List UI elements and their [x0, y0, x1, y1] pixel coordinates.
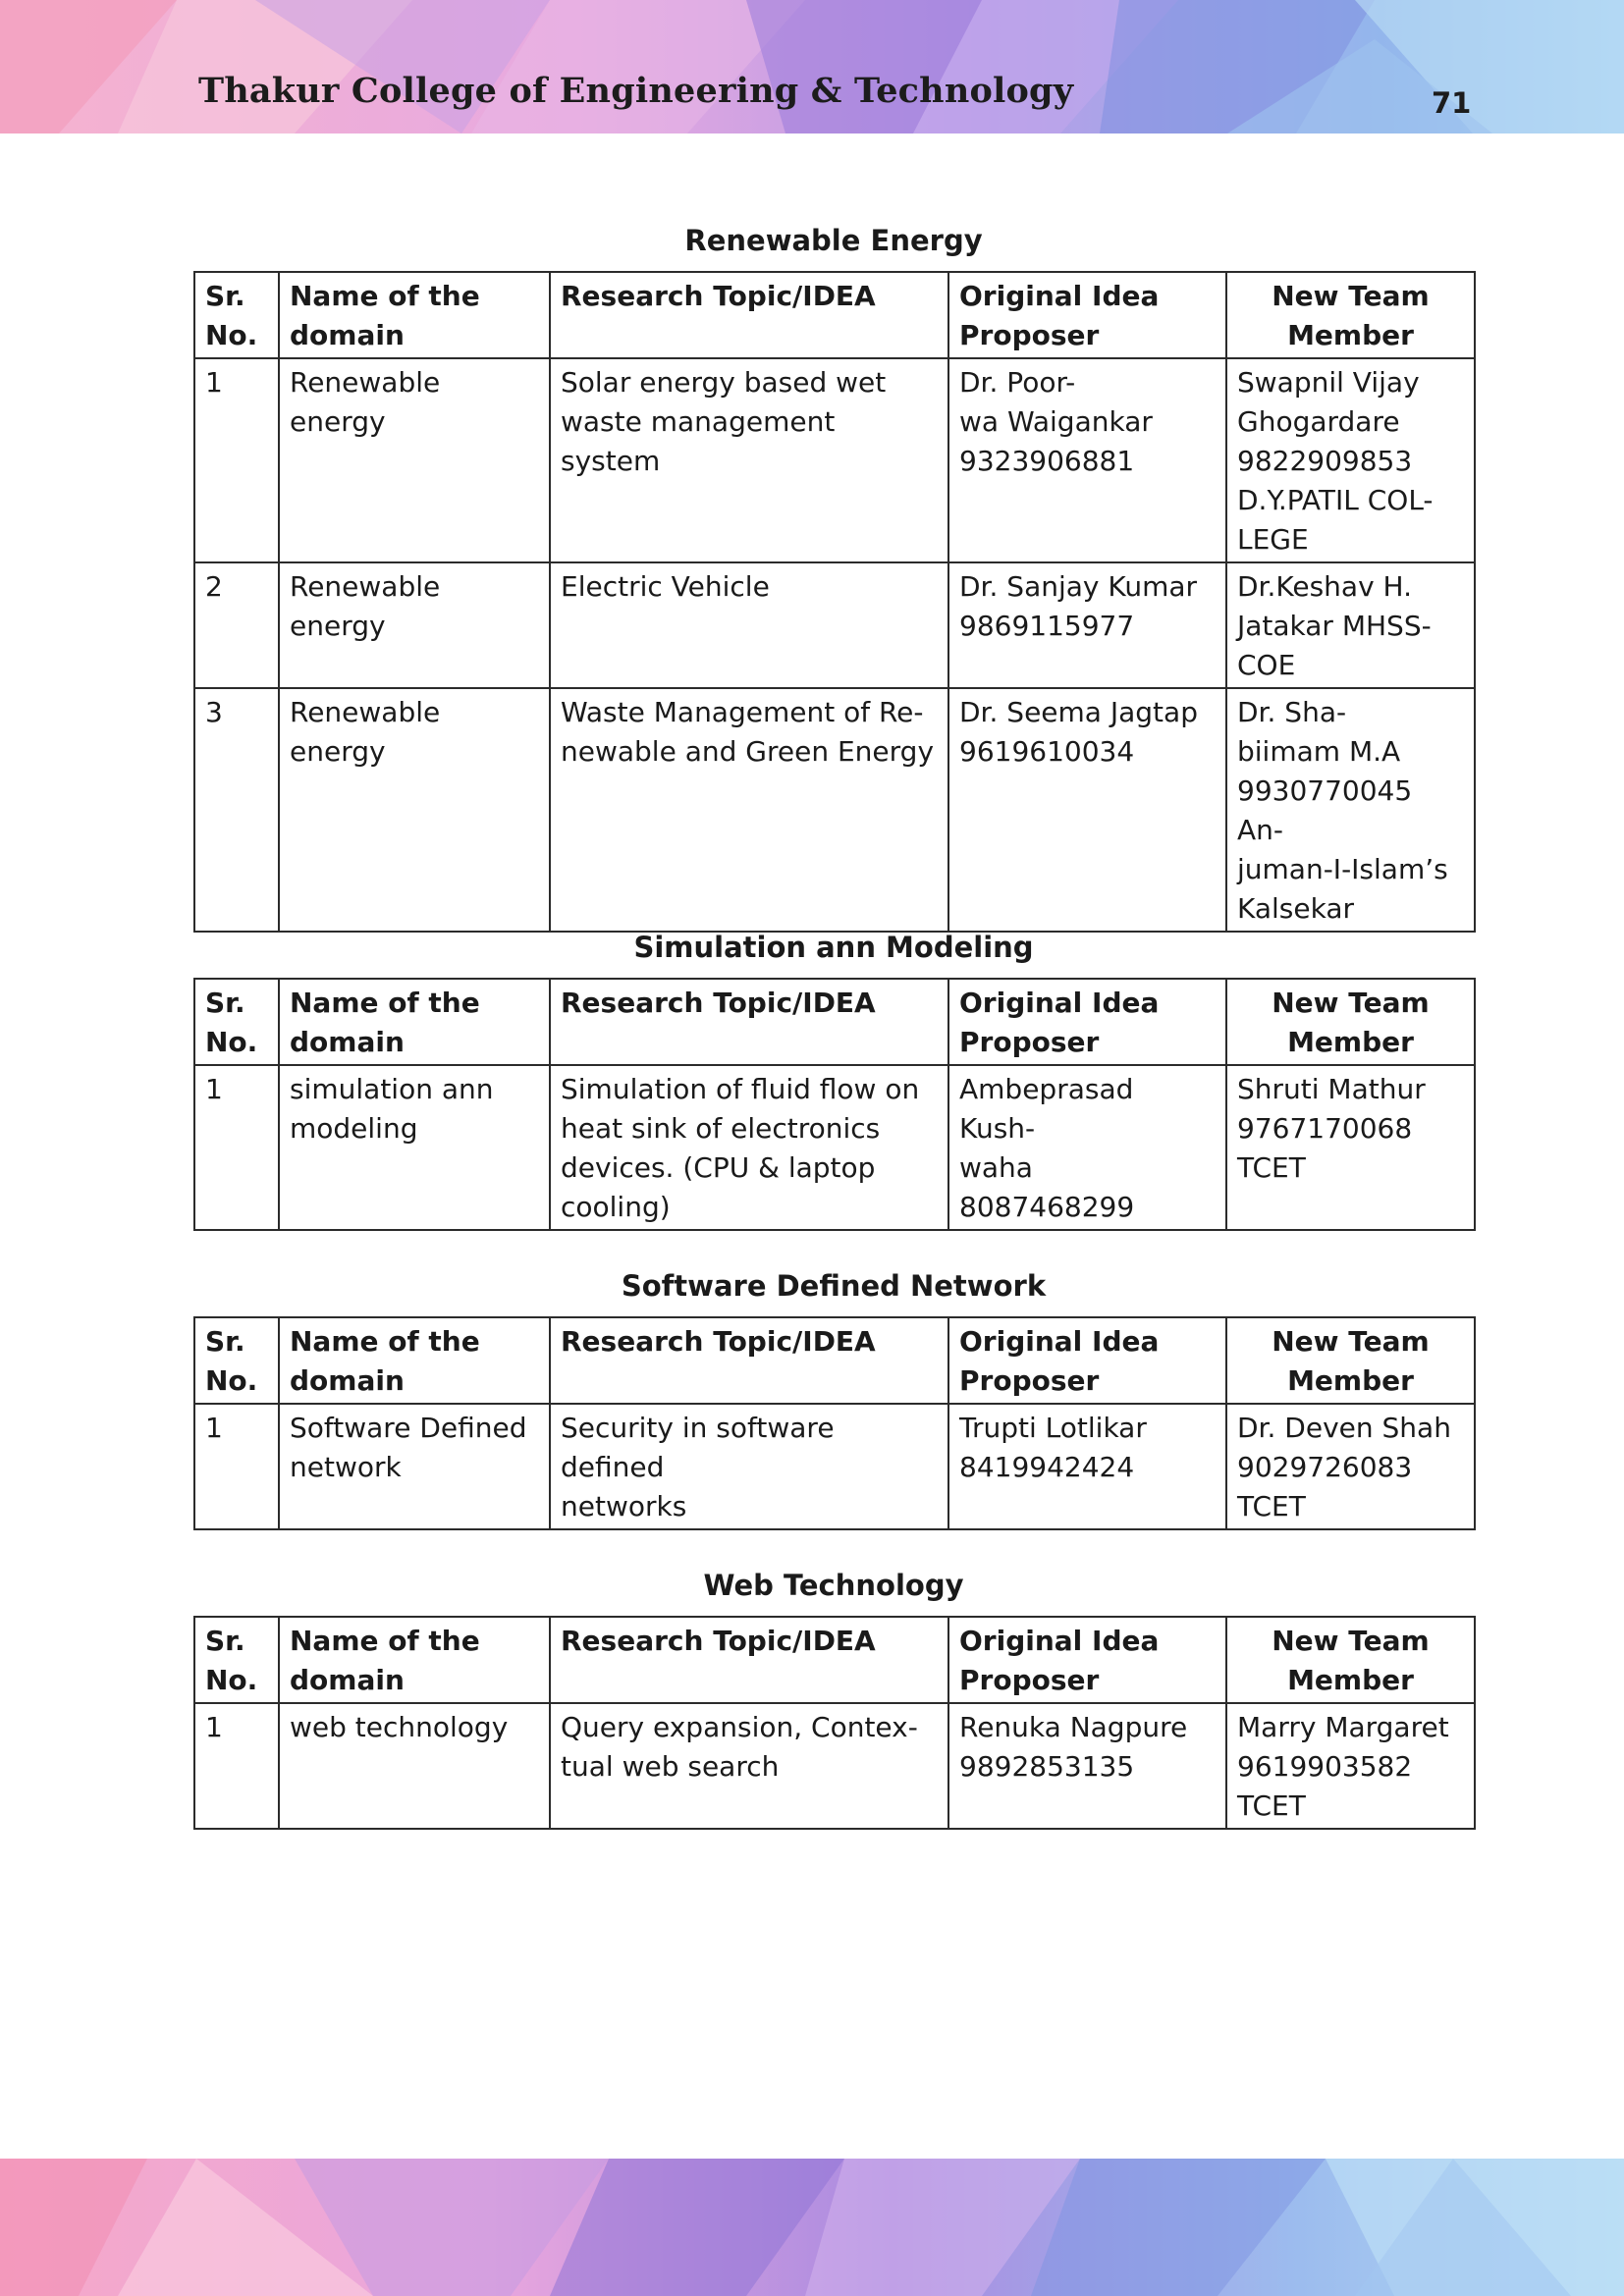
cell-member: Dr. Sha- biimam M.A 9930770045 An- juman-I-Islam’s Kalsekar: [1226, 688, 1475, 932]
table-row: [194, 688, 1475, 932]
cell-proposer: Ambeprasad Kush- waha 8087468299: [948, 1065, 1226, 1230]
table-header-row: [194, 1617, 1475, 1703]
cell-sr-no: 1: [194, 358, 279, 562]
header-topic: Research Topic/IDEA: [550, 1317, 948, 1404]
table-header-row: [194, 979, 1475, 1065]
table-row: [194, 1703, 1475, 1829]
cell-proposer: Dr. Sanjay Kumar 9869115977: [948, 562, 1226, 688]
header-domain: Name of the domain: [279, 979, 550, 1065]
section-software-defined-network: [193, 1269, 1474, 1530]
cell-topic: Solar energy based wet waste management system: [550, 358, 948, 562]
header-proposer: Original Idea Proposer: [948, 1617, 1226, 1703]
header-sr-no: Sr. No.: [194, 1617, 279, 1703]
header-domain: Name of the domain: [279, 272, 550, 358]
cell-topic: Security in software defined networks: [550, 1404, 948, 1529]
cell-sr-no: 2: [194, 562, 279, 688]
cell-domain: Software Defined network: [279, 1404, 550, 1529]
header-topic: Research Topic/IDEA: [550, 979, 948, 1065]
cell-sr-no: 3: [194, 688, 279, 932]
cell-topic: Query expansion, Contex- tual web search: [550, 1703, 948, 1829]
college-title: Thakur College of Engineering & Technology: [198, 71, 1074, 111]
research-table: [193, 978, 1476, 1231]
header-proposer: Original Idea Proposer: [948, 1317, 1226, 1404]
cell-topic: Electric Vehicle: [550, 562, 948, 688]
cell-member: Shruti Mathur 9767170068 TCET: [1226, 1065, 1475, 1230]
cell-sr-no: 1: [194, 1404, 279, 1529]
footer-banner: [0, 2159, 1624, 2296]
cell-member: Dr. Deven Shah 9029726083 TCET: [1226, 1404, 1475, 1529]
header-member: New Team Member: [1226, 1617, 1475, 1703]
cell-member: Dr.Keshav H. Jatakar MHSS- COE: [1226, 562, 1475, 688]
table-row: [194, 562, 1475, 688]
header-proposer: Original Idea Proposer: [948, 979, 1226, 1065]
table-row: [194, 358, 1475, 562]
cell-sr-no: 1: [194, 1703, 279, 1829]
cell-sr-no: 1: [194, 1065, 279, 1230]
table-header-row: [194, 1317, 1475, 1404]
research-table: [193, 1316, 1476, 1530]
cell-domain: Renewable energy: [279, 688, 550, 932]
section-title: Web Technology: [703, 1569, 964, 1602]
header-banner: [0, 0, 1624, 133]
header-topic: Research Topic/IDEA: [550, 1617, 948, 1703]
cell-member: Marry Margaret 9619903582 TCET: [1226, 1703, 1475, 1829]
cell-domain: simulation ann modeling: [279, 1065, 550, 1230]
cell-proposer: Dr. Poor- wa Waigankar 9323906881: [948, 358, 1226, 562]
research-table: [193, 271, 1476, 933]
cell-domain: Renewable energy: [279, 358, 550, 562]
header-topic: Research Topic/IDEA: [550, 272, 948, 358]
header-domain: Name of the domain: [279, 1317, 550, 1404]
section-title: Software Defined Network: [621, 1269, 1047, 1303]
cell-proposer: Trupti Lotlikar 8419942424: [948, 1404, 1226, 1529]
cell-domain: web technology: [279, 1703, 550, 1829]
cell-topic: Simulation of fluid flow on heat sink of electronics devices. (CPU & laptop cooling): [550, 1065, 948, 1230]
cell-domain: Renewable energy: [279, 562, 550, 688]
header-banner-graphic: [0, 0, 1624, 133]
table-row: [194, 1065, 1475, 1230]
section-title: Renewable Energy: [684, 224, 983, 257]
header-member: New Team Member: [1226, 272, 1475, 358]
research-table: [193, 1616, 1476, 1830]
header-domain: Name of the domain: [279, 1617, 550, 1703]
page-number: 71: [1432, 86, 1472, 120]
cell-member: Swapnil Vijay Ghogardare 9822909853 D.Y.PATIL COL- LEGE: [1226, 358, 1475, 562]
header-sr-no: Sr. No.: [194, 272, 279, 358]
section-web-technology: [193, 1569, 1474, 1830]
cell-proposer: Renuka Nagpure 9892853135: [948, 1703, 1226, 1829]
table-header-row: [194, 272, 1475, 358]
section-title: Simulation ann Modeling: [633, 931, 1034, 964]
cell-topic: Waste Management of Re- newable and Green Energy: [550, 688, 948, 932]
footer-banner-graphic: [0, 2159, 1624, 2296]
section-simulation-modeling: [193, 931, 1474, 1231]
header-sr-no: Sr. No.: [194, 1317, 279, 1404]
header-sr-no: Sr. No.: [194, 979, 279, 1065]
header-member: New Team Member: [1226, 979, 1475, 1065]
cell-proposer: Dr. Seema Jagtap 9619610034: [948, 688, 1226, 932]
header-proposer: Original Idea Proposer: [948, 272, 1226, 358]
section-renewable-energy: [193, 224, 1474, 933]
table-row: [194, 1404, 1475, 1529]
header-member: New Team Member: [1226, 1317, 1475, 1404]
